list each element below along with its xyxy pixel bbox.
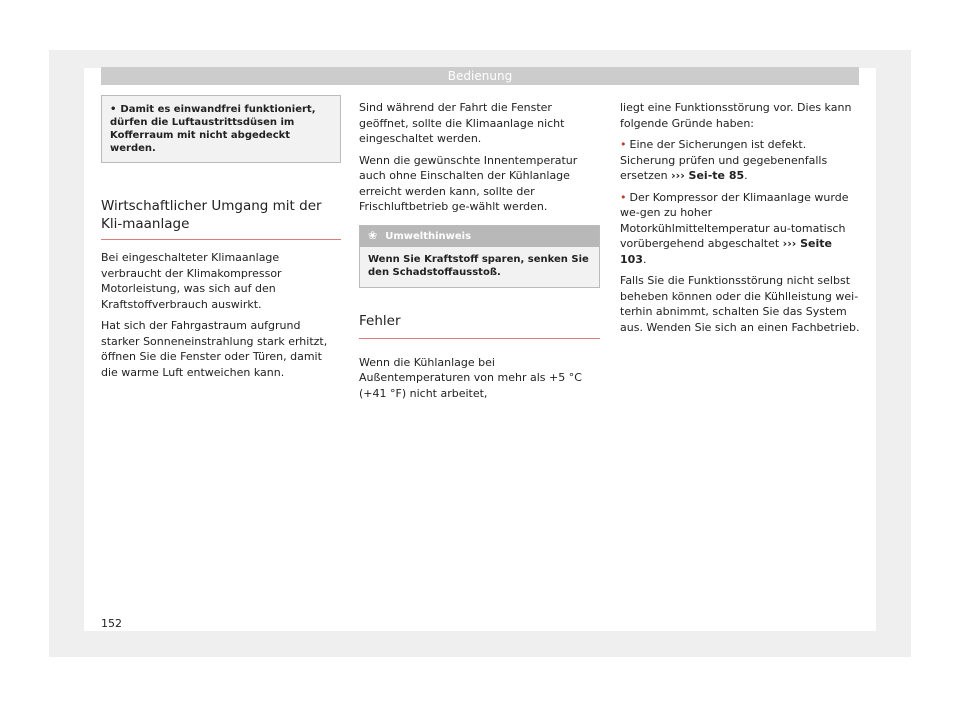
page-number: 152 xyxy=(101,617,122,630)
section-title-economical-use: Wirtschaftlicher Umgang mit der Kli-maanlage xyxy=(101,197,341,240)
list-item: • Eine der Sicherungen ist defekt. Sicherung prüfen und gegebenenfalls ersetzen ››› Sei-te 85. xyxy=(620,138,828,182)
note-box xyxy=(101,95,341,163)
paragraph: Bei eingeschalteter Klimaanlage verbraucht der Klimakompressor Motorleistung, was sich auf den Kraftstoffverbrauch auswirkt. xyxy=(101,251,282,311)
list-item: • Der Kompressor der Klimaanlage wurde we-gen zu hoher Motorkühlmitteltemperatur au-tomatisch vorübergehend abgeschaltet ››› Seite 103. xyxy=(620,190,849,266)
list-item-text: Eine der Sicherungen ist defekt. Sicherung prüfen und gegebenenfalls ersetzen xyxy=(620,138,828,182)
bullet-icon: • xyxy=(110,104,117,115)
column-middle xyxy=(359,100,600,407)
bullet-icon: • xyxy=(620,138,627,151)
paragraph: Wenn die Kühlanlage bei Außentemperaturen von mehr als +5 °C (+41 °F) nicht arbeitet, xyxy=(359,355,582,400)
paragraph: Sind während der Fahrt die Fenster geöffnet, sollte die Klimaanlage nicht eingeschaltet werden. xyxy=(359,101,565,145)
paragraph: Falls Sie die Funktionsstörung nicht selbst beheben können oder die Kühlleistung wei-terhin abnimmt, schalten Sie das System aus. Wenden Sie sich an einen Fachbetrieb. xyxy=(620,274,860,334)
paragraph: Wenn die gewünschte Innentemperatur auch ohne Einschalten der Kühlanlage erreicht werden kann, sollte der Frischluftbetrieb ge-wählt werden. xyxy=(359,153,578,213)
column-right xyxy=(620,100,860,341)
paragraph: liegt eine Funktionsstörung vor. Dies kann folgende Gründe haben: xyxy=(620,101,852,130)
list-item-text: Der Kompressor der Klimaanlage wurde we-gen zu hoher Motorkühlmitteltemperatur au-tomatisch vorübergehend abgeschaltet xyxy=(620,190,849,250)
chapter-header: Bedienung xyxy=(101,67,859,85)
environment-note-title: Umwelthinweis xyxy=(385,230,472,242)
environment-note-header xyxy=(360,226,599,247)
note-text: Damit es einwandfrei funktioniert, dürfen die Luftaustrittsdüsen im Kofferraum mit nicht abgedeckt werden. xyxy=(110,104,316,154)
page-reference-link[interactable]: ››› Sei-te 85 xyxy=(671,169,745,182)
leaf-icon: ❀ xyxy=(368,228,378,242)
page-reference-link[interactable]: ››› Seite 103 xyxy=(620,237,832,266)
environment-note-text: Wenn Sie Kraftstoff sparen, senken Sie den Schadstoffausstoß. xyxy=(360,247,599,287)
column-left xyxy=(101,95,341,386)
environment-note xyxy=(359,225,600,288)
paragraph: Hat sich der Fahrgastraum aufgrund starker Sonneneinstrahlung stark erhitzt, öffnen Sie die Fenster oder Türen, damit die warme Luft entweichen kann. xyxy=(101,319,328,379)
bullet-icon: • xyxy=(620,190,627,204)
section-title-fehler: Fehler xyxy=(359,312,600,339)
